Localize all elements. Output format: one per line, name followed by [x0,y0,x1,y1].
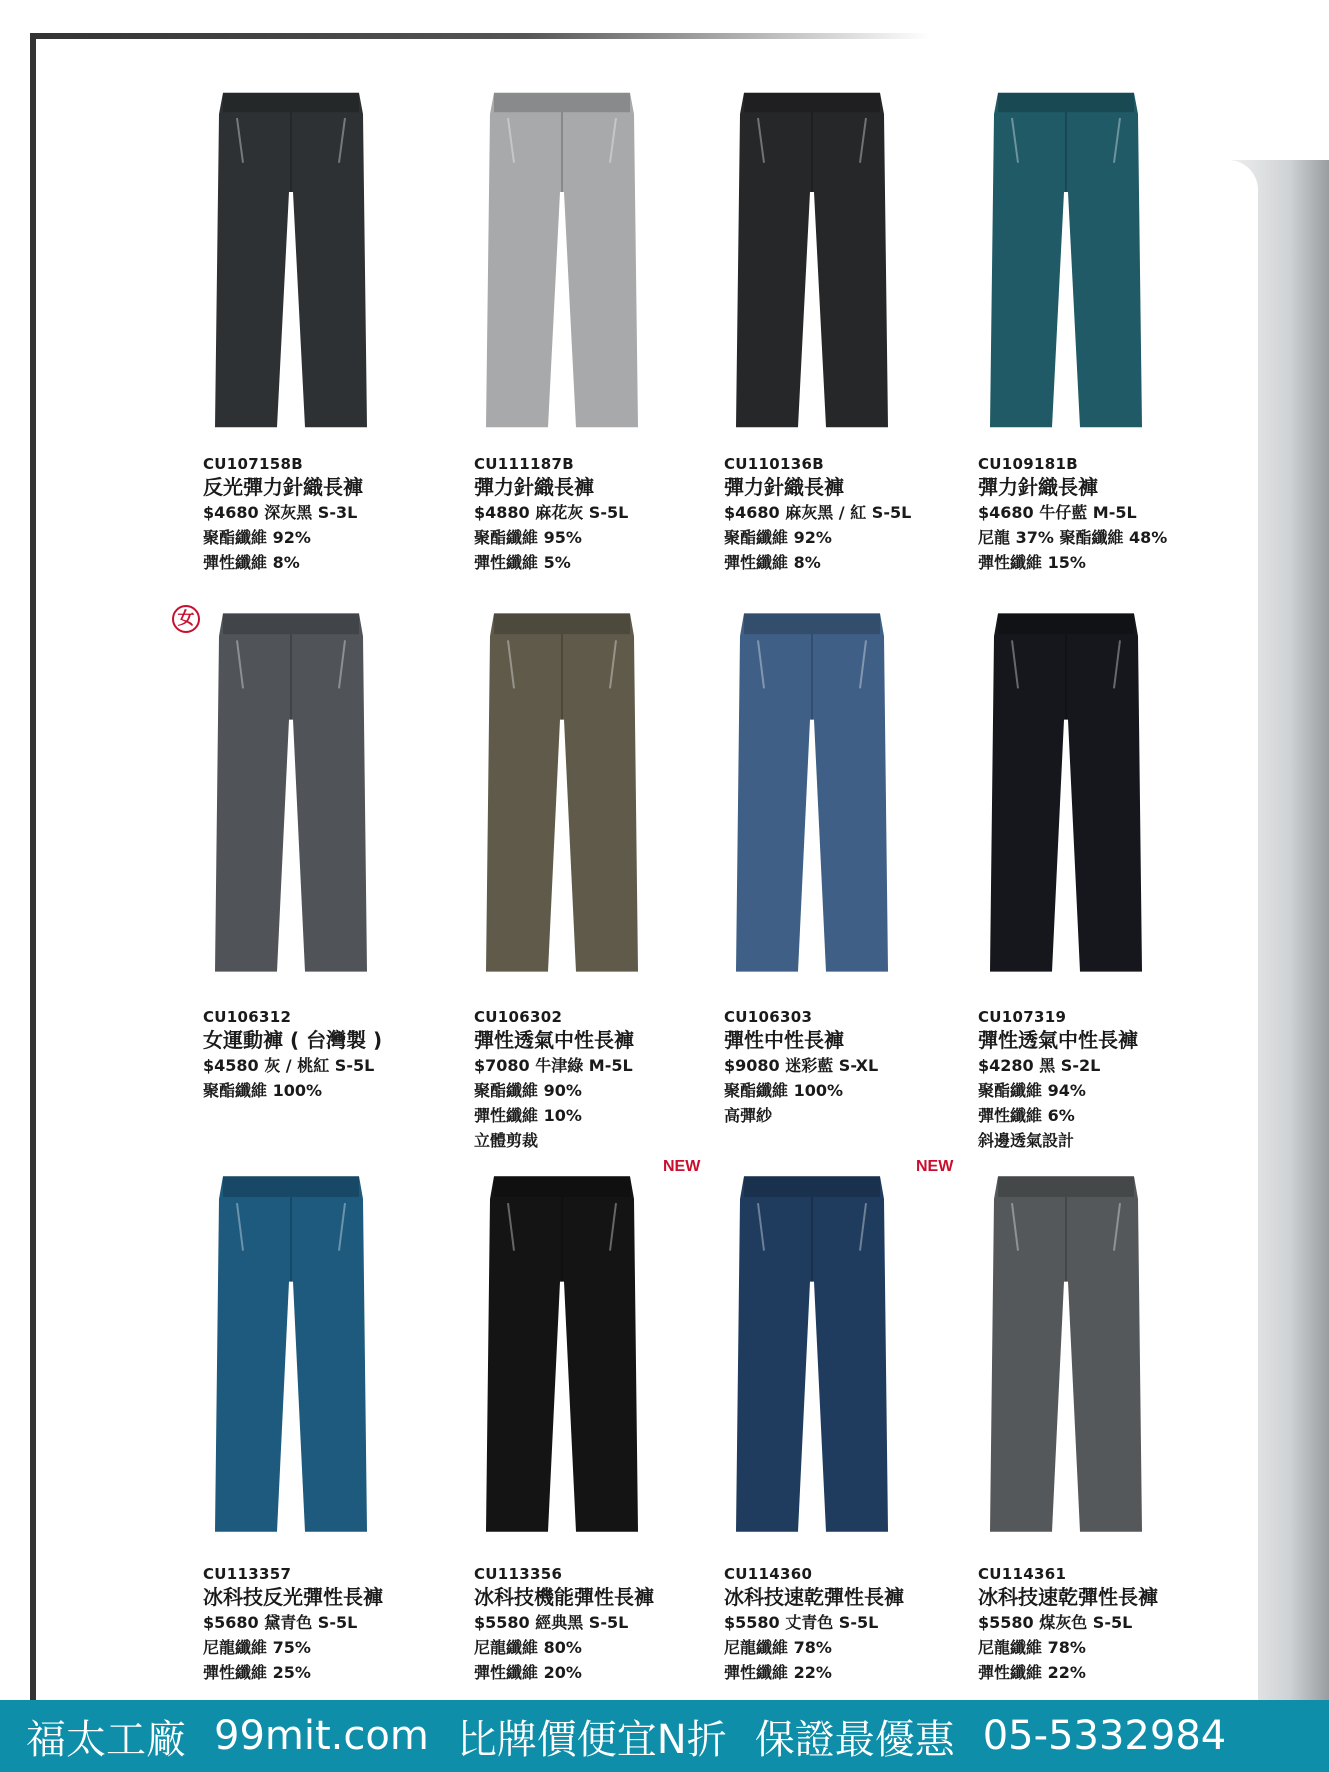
pants-waistband [744,613,880,634]
product-info [474,455,734,575]
product-spec: 聚酯纖維 100% [203,1081,323,1100]
product-name: 彈力針織長褲 [724,475,844,499]
product-spec: 高彈紗 [724,1106,773,1125]
pants-waistband [998,613,1134,634]
pants-waistband [223,1176,359,1197]
product-spec: 彈性纖維 25% [203,1663,311,1682]
product-price: $4280 黑 S-2L [978,1056,1101,1075]
product-name: 冰科技速乾彈性長褲 [724,1585,904,1609]
product-spec: 斜邊透氣設計 [978,1131,1075,1150]
product-spec: 尼龍纖維 80% [474,1638,582,1657]
product-spec: 彈性纖維 8% [724,553,821,572]
product-spec: 聚酯纖維 90% [474,1081,582,1100]
product-spec: 尼龍纖維 78% [978,1638,1086,1657]
footer-site-link[interactable]: 99mit.com [214,1713,429,1759]
footer-slogan: 比牌價便宜N折 [456,1716,727,1763]
product-price: $5580 經典黑 S-5L [474,1613,629,1632]
product-info [978,455,1238,575]
pants-image [732,605,892,980]
product-code: CU113356 [474,1565,563,1583]
pants-image [482,605,642,980]
product-info [724,1008,984,1128]
product-name: 冰科技機能彈性長褲 [474,1585,654,1609]
new-tag: NEW [663,1158,701,1175]
product-spec: 聚酯纖維 95% [474,528,582,547]
product-name: 冰科技速乾彈性長褲 [978,1585,1158,1609]
product-info [203,1008,463,1103]
product-spec: 彈性纖維 5% [474,553,571,572]
pants-waistband [744,93,880,112]
product-code: CU106303 [724,1008,813,1026]
product-price: $9080 迷彩藍 S-XL [724,1056,879,1075]
product-spec: 聚酯纖維 92% [724,528,832,547]
product-spec: 尼龍纖維 78% [724,1638,832,1657]
product-name: 彈力針織長褲 [978,475,1098,499]
product-spec: 彈性纖維 8% [203,553,300,572]
pants-image [986,1168,1146,1540]
pants-waistband [223,93,359,112]
frame-right-inner [1198,160,1258,1700]
product-spec: 聚酯纖維 92% [203,528,311,547]
product-spec: 尼龍纖維 75% [203,1638,311,1657]
product-price: $7080 牛津綠 M-5L [474,1056,633,1075]
product-code: CU109181B [978,455,1078,473]
product-spec: 尼龍 37% 聚酯纖維 48% [978,528,1168,547]
product-name: 女運動褲 ( 台灣製 ) [203,1028,383,1052]
product-name: 反光彈力針織長褲 [203,475,363,499]
product-code: CU107158B [203,455,303,473]
pants-waistband [494,1176,630,1197]
product-price: $4580 灰 / 桃紅 S-5L [203,1056,375,1075]
product-code: CU111187B [474,455,574,473]
product-name: 彈性透氣中性長褲 [978,1028,1138,1052]
footer-phone[interactable]: 05-5332984 [982,1713,1227,1759]
frame-top-border [30,33,930,39]
new-tag: NEW [916,1158,954,1175]
pants-waistband [998,93,1134,112]
product-code: CU106312 [203,1008,292,1026]
product-name: 冰科技反光彈性長褲 [203,1585,383,1609]
product-info [724,1565,984,1685]
product-spec: 聚酯纖維 100% [724,1081,844,1100]
footer-slogan-2: 保證最優惠 [754,1716,955,1763]
product-spec: 彈性纖維 10% [474,1106,582,1125]
pants-waistband [494,93,630,112]
women-mark-icon: 女 [172,605,200,633]
pants-image [482,85,642,435]
product-info [203,455,463,575]
pants-image [986,605,1146,980]
product-info [203,1565,463,1685]
product-code: CU113357 [203,1565,292,1583]
product-code: CU110136B [724,455,824,473]
frame-left-border [30,33,36,1703]
pants-image [211,1168,371,1540]
product-info [978,1565,1238,1685]
product-spec: 彈性纖維 22% [724,1663,832,1682]
pants-waistband [744,1176,880,1197]
pants-image [211,85,371,435]
product-code: CU114361 [978,1565,1067,1583]
product-spec: 彈性纖維 22% [978,1663,1086,1682]
product-price: $4880 麻花灰 S-5L [474,503,629,522]
pants-waistband [223,613,359,634]
pants-image [211,605,371,980]
product-spec: 彈性纖維 6% [978,1106,1075,1125]
product-price: $5580 煤灰色 S-5L [978,1613,1133,1632]
product-code: CU106302 [474,1008,563,1026]
product-info [474,1565,734,1685]
product-code: CU107319 [978,1008,1067,1026]
product-price: $4680 深灰黑 S-3L [203,503,358,522]
pants-waistband [494,613,630,634]
product-spec: 彈性纖維 20% [474,1663,582,1682]
product-price: $4680 麻灰黑 / 紅 S-5L [724,503,912,522]
footer-factory: 福太工廠 [26,1716,186,1763]
product-code: CU114360 [724,1565,813,1583]
product-name: 彈力針織長褲 [474,475,594,499]
product-price: $4680 牛仔藍 M-5L [978,503,1137,522]
pants-waistband [998,1176,1134,1197]
product-spec: 立體剪裁 [474,1131,539,1150]
product-info [978,1008,1238,1153]
pants-image [986,85,1146,435]
product-info [724,455,984,575]
product-spec: 聚酯纖維 94% [978,1081,1086,1100]
product-info [474,1008,734,1153]
product-name: 彈性中性長褲 [724,1028,844,1052]
product-price: $5580 丈青色 S-5L [724,1613,879,1632]
pants-image [732,1168,892,1540]
product-name: 彈性透氣中性長褲 [474,1028,634,1052]
pants-image [732,85,892,435]
product-spec: 彈性纖維 15% [978,553,1086,572]
pants-image [482,1168,642,1540]
product-price: $5680 黛青色 S-5L [203,1613,358,1632]
footer-banner [0,1700,1329,1772]
